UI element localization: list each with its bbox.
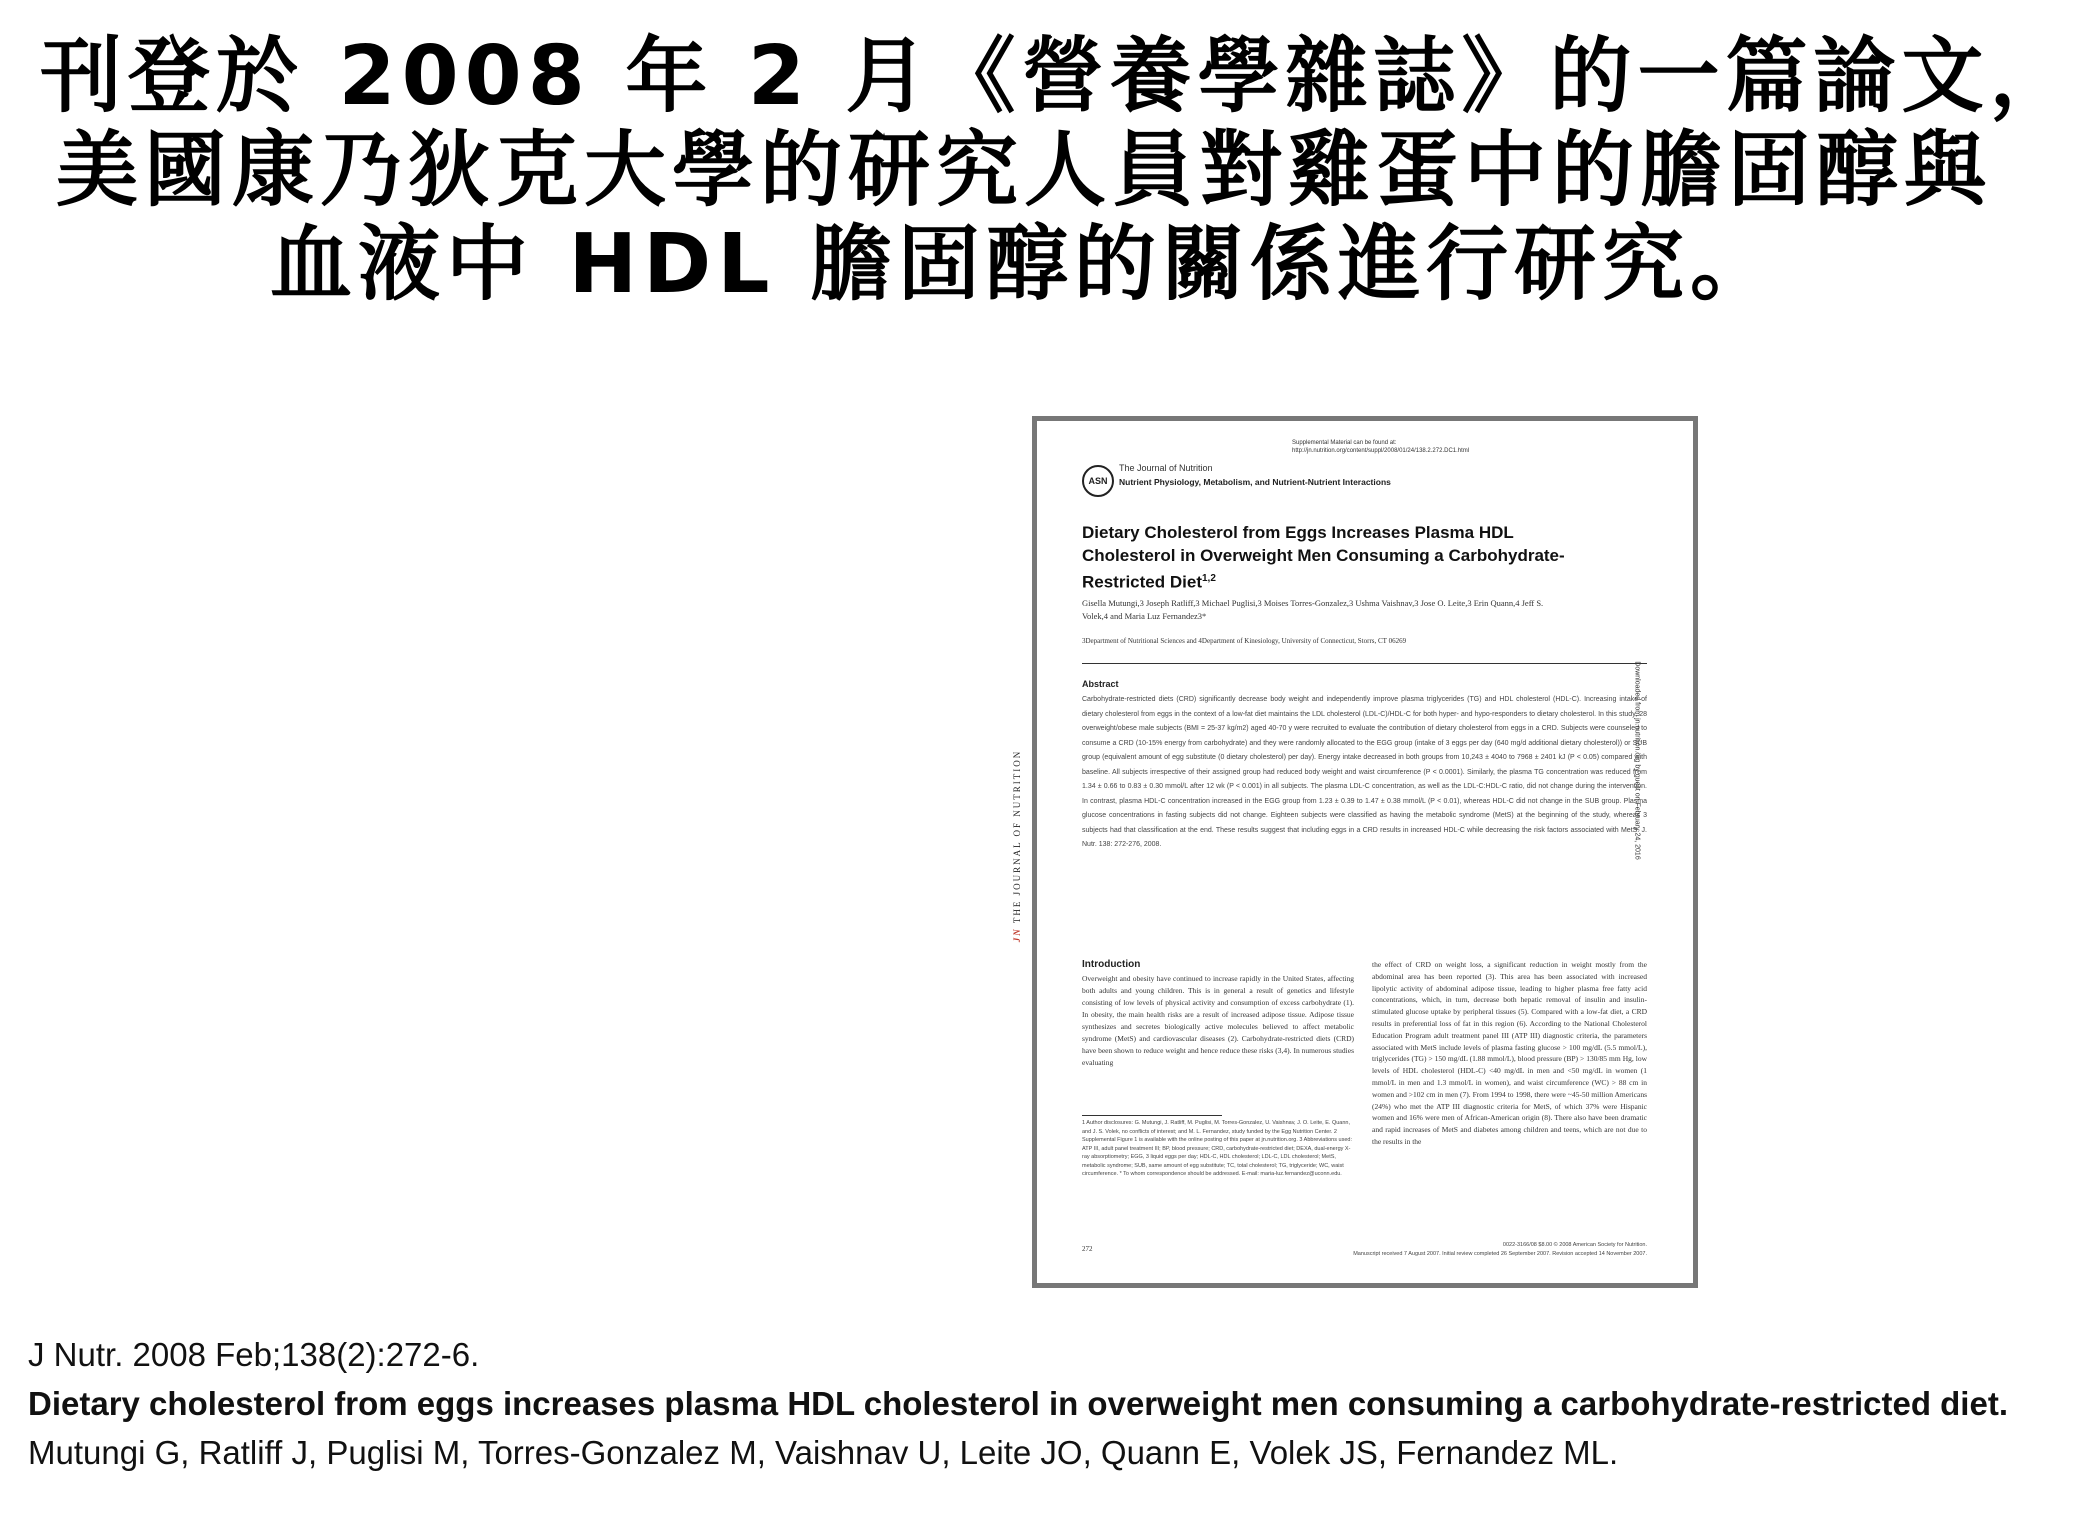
title-line-1: 刊登於 2008 年 2 月《營養學雜誌》的一篇論文， [40,29,2077,124]
slide-title [40,29,2077,312]
paper-title-text: Dietary Cholesterol from Eggs Increases Plasma HDL Cholesterol in Overweight Men Consuming a Carbohydrate-Restricted Diet [1082,523,1565,592]
abstract-heading: Abstract [1082,679,1119,689]
publication-info [1192,1241,1647,1259]
page-number: 272 [1082,1245,1093,1253]
citation-title: Dietary cholesterol from eggs increases plasma HDL cholesterol in overweight men consuming a carbohydrate-restricted diet. [28,1385,2008,1422]
supplemental-note: Supplemental Material can be found at: http://jn.nutrition.org/content/suppl/2008/01/24/138.2.272.DC1.html [1292,440,1470,454]
abstract-text: Carbohydrate-restricted diets (CRD) significantly decrease body weight and independently improve plasma triglycerides (TG) and HDL cholesterol (HDL-C). Increasing intake of dietary cholesterol from eggs in the context of a low-fat diet maintains the LDL cholesterol (LDL-C)/HDL-C for both hyper- and hypo-responders to dietary cholesterol. In this study, 28 overweight/obese male subjects (BMI = 25-37 kg/m2) aged 40-70 y were recruited to evaluate the contribution of dietary cholesterol from eggs in a CRD. Subjects were counseled to consume a CRD (10-15% energy from carbohydrate) and they were randomly allocated to the EGG group (intake of 3 eggs per day (640 mg/d additional dietary cholesterol)) or SUB group (equivalent amount of egg substitute (0 dietary cholesterol) per day). Energy intake decreased in both groups from 10,243 ± 4040 to 7968 ± 2401 kJ (P < 0.05) compared with baseline. All subjects irrespective of their assigned group had reduced body weight and waist circumference (P < 0.0001). Similarly, the plasma TG concentration was reduced from 1.34 ± 0.66 to 0.83 ± 0.30 mmol/L after 12 wk (P < 0.001) in all subjects. The plasma LDL-C concentration, as well as the LDL-C:HDL-C ratio, did not change during the intervention. In contrast, plasma HDL-C concentration increased in the EGG group from 1.23 ± 0.39 to 1.47 ± 0.38 mmol/L (P < 0.01), whereas HDL-C did not change in the SUB group. Plasma glucose concentrations in fasting subjects did not change. Eighteen subjects were classified as having the metabolic syndrome (MetS) at the beginning of the study, whereas 3 subjects had that classification at the end. These results suggest that including eggs in a CRD results in increased HDL-C while decreasing the risk factors associated with MetS. J. Nutr. 138: 272-276, 2008. [1082,696,1647,848]
download-side-label: Downloaded from jn.nutrition.org by guest on February 24, 2016 [1633,661,1641,860]
journal-side-label [1012,716,1022,976]
asn-logo: ASN [1082,465,1114,497]
introduction-heading: Introduction [1082,959,1141,970]
title-line-2: 美國康乃狄克大學的研究人員對雞蛋中的膽固醇與 [55,123,1992,218]
introduction-left-column: Overweight and obesity have continued to increase rapidly in the United States, affecting both adults and young children. This is in general a result of genetics and lifestyle consisting of low levels of physical activity and consumption of excess carbohydrate (1). In obesity, the main health risks are a result of increased adipose tissue. Adipose tissue synthesizes and secretes biologically active molecules believed to affect metabolic syndrome (MetS) and cardiovascular diseases (2). Carbohydrate-restricted diets (CRD) have been shown to reduce weight and hence reduce these risks (3,4). In numerous studies evaluating [1082,974,1354,1067]
title-line-3: 血液中 HDL 膽固醇的關係進行研究。 [269,217,1779,312]
paper-footnotes: 1 Author disclosures: G. Mutungi, J. Ratliff, M. Puglisi, M. Torres-Gonzalez, U. Vaishnav, J. O. Leite, E. Quann, and J. S. Volek, no conflicts of interest; and M. L. Fernandez, study funded by the Egg Nutrition Center. 2 Supplemental Figure 1 is available with the online posting of this paper at jn.nutrition.org. 3 Abbreviations used: ATP III, adult panel treatment III; BP, blood pressure; CRD, carbohydrate-restricted diet; DEXA, dual-energy X-ray absorptiometry; EGG, 3 liquid eggs per day; HDL-C, HDL cholesterol; LDL-C, LDL cholesterol; MetS, metabolic syndrome; SUB, same amount of egg substitute; TC, total cholesterol; TG, triglyceride; WC, waist circumference. * To whom correspondence should be addressed. E-mail: maria-luz.fernandez@uconn.edu. [1082,1120,1352,1177]
paper-authors: Gisella Mutungi,3 Joseph Ratliff,3 Michael Puglisi,3 Moises Torres-Gonzalez,3 Ushma Vaishnav,3 Jose O. Leite,3 Erin Quann,4 Jeff S. Volek,4 and Maria Luz Fernandez3* [1082,598,1544,621]
section-name: Nutrient Physiology, Metabolism, and Nutrient-Nutrient Interactions [1119,477,1391,487]
divider-rule [1082,663,1647,664]
copyright-line: 0022-3166/08 $8.00 © 2008 American Society for Nutrition. [1502,1242,1647,1248]
citation-block [28,1330,2018,1477]
journal-side-text: THE JOURNAL OF NUTRITION [1012,749,1022,924]
paper-title [1082,521,1582,594]
journal-name: The Journal of Nutrition [1119,463,1213,473]
manuscript-dates: Manuscript received 7 August 2007. Initial review completed 26 September 2007. Revision accepted 14 November 2007. [1353,1251,1647,1257]
citation-authors: Mutungi G, Ratliff J, Puglisi M, Torres-Gonzalez M, Vaishnav U, Leite JO, Quann E, Volek JS, Fernandez ML. [28,1434,1619,1471]
introduction-right-column: the effect of CRD on weight loss, a significant reduction in weight mostly from the abdominal area has been reported (3). This area has been associated with increased lipolytic activity of abdominal adipose tissue, leading to higher plasma free fatty acid concentrations, which, in turn, decrease both hepatic removal of insulin and insulin-stimulated glucose uptake by peripheral tissues (5). Compared with a low-fat diet, a CRD results in preferential loss of fat in this region (6). According to the National Cholesterol Education Program adult treatment panel III (ATP III) diagnostic criteria, the parameters associated with MetS include levels of plasma fasting glucose > 100 mg/dL (5.5 mmol/L), triglycerides (TG) > 150 mg/dL (1.88 mmol/L), blood pressure (BP) > 130/85 mm Hg, low levels of HDL cholesterol (HDL-C) <40 mg/dL in men and <50 mg/dL in women (1 mmol/L in men and 1.3 mmol/L in women), and waist circumference (WC) > 88 cm in women and >102 cm in men (7). From 1994 to 1998, there were ~45-50 million Americans (24%) who met the ATP III diagnostic criteria for MetS, of which 37% were Hispanic women and 16% were men of African-American origin (8). There also have been dramatic and rapid increases of MetS and diabetes among children and teens, which are not due to the results in the [1372,960,1647,1146]
paper-thumbnail [1012,416,1698,1288]
paper-title-footnote: 1,2 [1201,573,1216,584]
footnote-rule [1082,1115,1222,1116]
citation-reference: J Nutr. 2008 Feb;138(2):272-6. [28,1336,480,1373]
jn-mark: JN [1012,927,1022,943]
paper-affiliation: 3Department of Nutritional Sciences and 4Department of Kinesiology, University of Connecticut, Storrs, CT 06269 [1082,637,1407,645]
